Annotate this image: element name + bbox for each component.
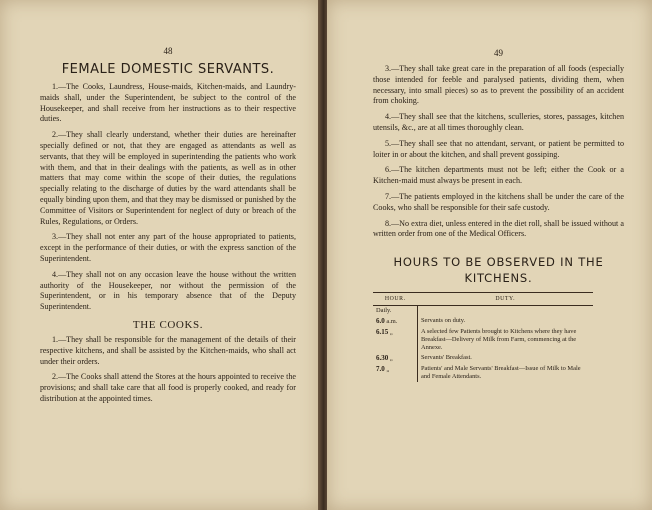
cooks-paragraph: 5.—They shall see that no attendant, servant, or patient be permitted to loiter in or about the kitchen, and shall prevent gossiping. — [373, 138, 624, 159]
col-header-duty: DUTY. — [418, 293, 594, 306]
section-title: FEMALE DOMESTIC SERVANTS. — [61, 62, 275, 77]
cooks-subtitle: THE COOKS. — [132, 318, 204, 331]
row-suffix: „ — [386, 366, 390, 374]
rule-paragraph: 2.—They shall clearly understand, whether their duties are hereinafter specially defined or not, that they are engaged as attendants as well as servants, that they will be employed in superintending the patients who work with them, and that in their dealings with the patients, as well as in other matters that may come within the scope of their duties, the regulations specially relating to the discharge of duties by the ward attendants shall be equally binding upon them, and that they may be dismissed or punished by the Committee of Visitors or Superintendent for neglect of duty or breach of the Rules, Regulations, or Orders. — [40, 130, 296, 226]
row-duty: Servants on duty. — [421, 317, 466, 325]
table-row — [373, 316, 593, 327]
page-number-right: 49 — [494, 48, 503, 58]
cooks-paragraph: 2.—The Cooks shall attend the Stores at the hours appointed to receive the provisions; and shall take care that all food is properly cooked, and ready for distribution at the appointed times. — [40, 372, 296, 403]
left-page — [0, 0, 320, 510]
row-time: 6.15 — [376, 328, 389, 337]
row-time: 7.0 — [376, 365, 385, 374]
hours-table — [373, 292, 593, 382]
hours-title — [373, 254, 624, 286]
cooks-paragraph: 3.—They shall take great care in the preparation of all foods (especially those intended for feeble and paralysed patients, dividing them, when necessary, into small pieces) so as to prevent the possibility of an accident from choking. — [373, 64, 624, 106]
right-page — [327, 0, 652, 510]
table-row — [373, 353, 593, 364]
col-header-hour: HOUR. — [373, 293, 418, 306]
row-time: 6.0 — [376, 317, 385, 326]
page-number-left: 48 — [163, 46, 173, 56]
row-duty: A selected few Patients brought to Kitchens where they have Breakfast—Delivery of Milk from Farm, commencing at the Annexe. — [421, 328, 577, 352]
cooks-paragraph: 4.—They shall see that the kitchens, sculleries, stores, passages, kitchen utensils, &c., are at all times thoroughly clean. — [373, 112, 624, 132]
table-row — [373, 364, 593, 382]
row-suffix: a.m. — [386, 318, 398, 326]
row-duty: Servants' Breakfast. — [421, 354, 472, 362]
row-time: 6.30 — [376, 354, 389, 363]
daily-label: Daily. — [373, 306, 418, 317]
cooks-paragraph: 6.—The kitchen departments must not be left; either the Cook or a Kitchen-maid must always be present in each. — [373, 165, 624, 186]
rule-paragraph: 1.—The Cooks, Laundress, House-maids, Kitchen-maids, and Laundry-maids shall, under the Superintendent, be subject to the control of the Housekeeper, and shall receive from her instructions as to their respective duties. — [40, 82, 296, 124]
rule-paragraph: 3.—They shall not enter any part of the house appropriated to patients, except in the performance of their duties, or with the express sanction of the Superintendent. — [40, 232, 296, 263]
row-suffix: „ — [389, 329, 393, 337]
hours-title-line2: KITCHENS. — [464, 271, 533, 286]
cooks-paragraph: 1.—They shall be responsible for the management of the details of their respective kitchens, and shall be assisted by the Kitchen-maids, who shall act under their orders. — [40, 334, 296, 366]
table-row — [373, 327, 593, 353]
row-duty: Patients' and Male Servants' Breakfast—Issue of Milk to Male and Female Attendants. — [421, 365, 581, 381]
hours-title-line1: HOURS TO BE OBSERVED IN THE — [393, 255, 604, 270]
cooks-paragraph: 8.—No extra diet, unless entered in the diet roll, shall be issued without a written order from one of the Medical Officers. — [373, 218, 624, 239]
row-suffix: „ — [389, 355, 393, 363]
rule-paragraph: 4.—They shall not on any occasion leave the house without the written authority of the Housekeeper, nor without the permission of the Superintendent, or in his temporary absence that of the Deputy Superintendent. — [40, 269, 296, 312]
cooks-paragraph: 7.—The patients employed in the kitchens shall be under the care of the Cooks, who shall be responsible for their safe custody. — [373, 191, 624, 212]
